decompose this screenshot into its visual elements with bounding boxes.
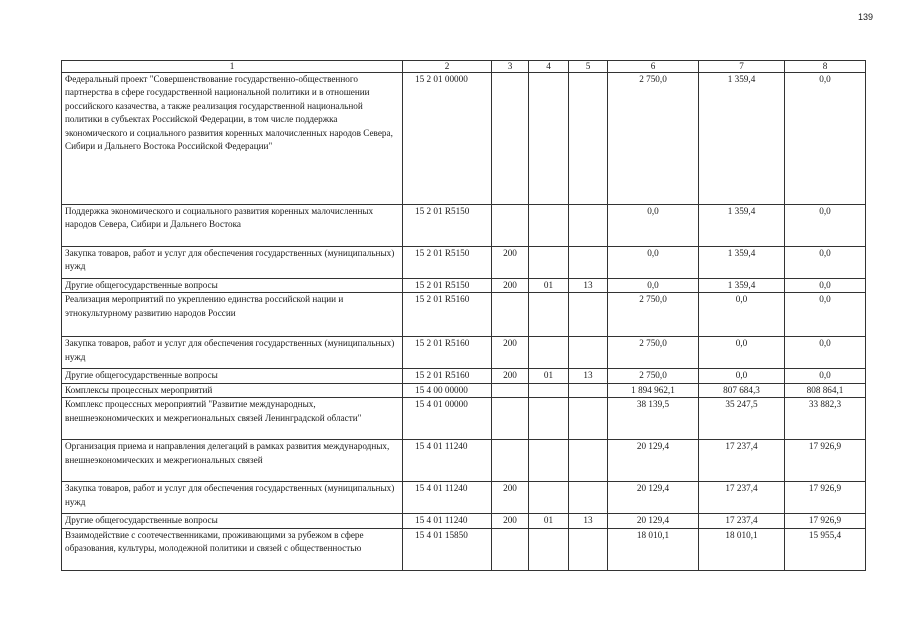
amount-col7-cell: 1 359,4 — [699, 73, 785, 205]
target-article-cell: 15 2 01 R5150 — [403, 279, 492, 293]
table-row — [62, 247, 866, 279]
amount-col8-cell: 0,0 — [785, 205, 866, 247]
amount-col7-cell: 35 247,5 — [699, 398, 785, 440]
expense-type-cell — [492, 398, 529, 440]
table-row — [62, 369, 866, 383]
amount-col8-cell: 17 926,9 — [785, 482, 866, 514]
table-row — [62, 482, 866, 514]
section-cell: 01 — [529, 369, 569, 383]
expense-type-cell — [492, 528, 529, 570]
table-row — [62, 279, 866, 293]
target-article-cell: 15 4 01 00000 — [403, 398, 492, 440]
section-cell — [529, 205, 569, 247]
subsection-cell — [569, 205, 608, 247]
table-body — [62, 73, 866, 571]
expense-type-cell: 200 — [492, 482, 529, 514]
amount-col6-cell: 2 750,0 — [608, 369, 699, 383]
amount-col8-cell: 17 926,9 — [785, 514, 866, 528]
amount-col6-cell: 2 750,0 — [608, 73, 699, 205]
column-header: 7 — [699, 61, 785, 73]
table-row — [62, 383, 866, 397]
expense-type-cell — [492, 383, 529, 397]
table-row — [62, 398, 866, 440]
subsection-cell — [569, 383, 608, 397]
amount-col6-cell: 0,0 — [608, 279, 699, 293]
table-row — [62, 528, 866, 570]
amount-col8-cell: 0,0 — [785, 369, 866, 383]
row-name-cell: Реализация мероприятий по укреплению единства российской нации и этнокультурному развитию народов России — [62, 293, 403, 337]
amount-col7-cell: 0,0 — [699, 369, 785, 383]
table-row — [62, 514, 866, 528]
expense-type-cell: 200 — [492, 279, 529, 293]
amount-col6-cell: 20 129,4 — [608, 440, 699, 482]
column-header: 2 — [403, 61, 492, 73]
expense-type-cell — [492, 440, 529, 482]
target-article-cell: 15 2 01 R5150 — [403, 247, 492, 279]
amount-col8-cell: 0,0 — [785, 337, 866, 369]
section-cell — [529, 247, 569, 279]
column-header: 3 — [492, 61, 529, 73]
amount-col6-cell: 20 129,4 — [608, 514, 699, 528]
amount-col7-cell: 807 684,3 — [699, 383, 785, 397]
budget-table — [61, 60, 866, 571]
amount-col7-cell: 17 237,4 — [699, 482, 785, 514]
subsection-cell: 13 — [569, 279, 608, 293]
amount-col8-cell: 15 955,4 — [785, 528, 866, 570]
expense-type-cell: 200 — [492, 514, 529, 528]
row-name-cell: Поддержка экономического и социального развития коренных малочисленных народов Севера, Сибири и Дальнего Востока — [62, 205, 403, 247]
table-row — [62, 293, 866, 337]
amount-col7-cell: 18 010,1 — [699, 528, 785, 570]
row-name-cell: Организация приема и направления делегаций в рамках развития международных, внешнеэкономических и межрегиональных связей — [62, 440, 403, 482]
amount-col8-cell: 0,0 — [785, 279, 866, 293]
amount-col7-cell: 17 237,4 — [699, 514, 785, 528]
column-header: 1 — [62, 61, 403, 73]
subsection-cell: 13 — [569, 369, 608, 383]
row-name-cell: Закупка товаров, работ и услуг для обеспечения государственных (муниципальных) нужд — [62, 247, 403, 279]
header-row — [62, 61, 866, 73]
amount-col8-cell: 0,0 — [785, 247, 866, 279]
subsection-cell — [569, 337, 608, 369]
subsection-cell — [569, 293, 608, 337]
row-name-cell: Взаимодействие с соотечественниками, проживающими за рубежом в сфере образования, культуры, молодежной политики и связей с общественностью — [62, 528, 403, 570]
table-row — [62, 337, 866, 369]
section-cell — [529, 337, 569, 369]
amount-col6-cell: 2 750,0 — [608, 337, 699, 369]
subsection-cell — [569, 482, 608, 514]
subsection-cell: 13 — [569, 514, 608, 528]
target-article-cell: 15 4 00 00000 — [403, 383, 492, 397]
row-name-cell: Комплекс процессных мероприятий "Развитие международных, внешнеэкономических и межрегиональных связей Ленинградской области" — [62, 398, 403, 440]
amount-col6-cell: 20 129,4 — [608, 482, 699, 514]
amount-col7-cell: 1 359,4 — [699, 279, 785, 293]
column-header: 4 — [529, 61, 569, 73]
target-article-cell: 15 2 01 R5160 — [403, 337, 492, 369]
target-article-cell: 15 4 01 15850 — [403, 528, 492, 570]
subsection-cell — [569, 528, 608, 570]
subsection-cell — [569, 73, 608, 205]
target-article-cell: 15 4 01 11240 — [403, 440, 492, 482]
column-header: 5 — [569, 61, 608, 73]
section-cell: 01 — [529, 279, 569, 293]
amount-col6-cell: 2 750,0 — [608, 293, 699, 337]
row-name-cell: Другие общегосударственные вопросы — [62, 514, 403, 528]
expense-type-cell — [492, 73, 529, 205]
target-article-cell: 15 2 01 R5160 — [403, 293, 492, 337]
row-name-cell: Другие общегосударственные вопросы — [62, 369, 403, 383]
target-article-cell: 15 2 01 R5160 — [403, 369, 492, 383]
row-name-cell: Федеральный проект "Совершенствование государственно-общественного партнерства в сфере государственной национальной политики и в отношении российского казачества, а также реализация государственной национальной политики в субъектах Российской Федерации, в том числе поддержка экономического и социального развития коренных малочисленных народов Севера, Сибири и Дальнего Востока Российской Федерации" — [62, 73, 403, 205]
section-cell — [529, 482, 569, 514]
amount-col6-cell: 38 139,5 — [608, 398, 699, 440]
amount-col6-cell: 18 010,1 — [608, 528, 699, 570]
section-cell: 01 — [529, 514, 569, 528]
amount-col6-cell: 0,0 — [608, 247, 699, 279]
column-header: 6 — [608, 61, 699, 73]
amount-col8-cell: 0,0 — [785, 73, 866, 205]
amount-col7-cell: 0,0 — [699, 337, 785, 369]
row-name-cell: Другие общегосударственные вопросы — [62, 279, 403, 293]
target-article-cell: 15 2 01 R5150 — [403, 205, 492, 247]
amount-col7-cell: 17 237,4 — [699, 440, 785, 482]
row-name-cell: Закупка товаров, работ и услуг для обеспечения государственных (муниципальных) нужд — [62, 482, 403, 514]
row-name-cell: Закупка товаров, работ и услуг для обеспечения государственных (муниципальных) нужд — [62, 337, 403, 369]
target-article-cell: 15 2 01 00000 — [403, 73, 492, 205]
subsection-cell — [569, 440, 608, 482]
row-name-cell: Комплексы процессных мероприятий — [62, 383, 403, 397]
expense-type-cell — [492, 293, 529, 337]
section-cell — [529, 73, 569, 205]
amount-col7-cell: 1 359,4 — [699, 247, 785, 279]
target-article-cell: 15 4 01 11240 — [403, 514, 492, 528]
table-row — [62, 205, 866, 247]
expense-type-cell: 200 — [492, 337, 529, 369]
section-cell — [529, 293, 569, 337]
target-article-cell: 15 4 01 11240 — [403, 482, 492, 514]
subsection-cell — [569, 247, 608, 279]
section-cell — [529, 398, 569, 440]
amount-col8-cell: 808 864,1 — [785, 383, 866, 397]
page-number: 139 — [858, 12, 874, 22]
expense-type-cell: 200 — [492, 369, 529, 383]
amount-col8-cell: 17 926,9 — [785, 440, 866, 482]
amount-col6-cell: 0,0 — [608, 205, 699, 247]
expense-type-cell: 200 — [492, 247, 529, 279]
amount-col7-cell: 0,0 — [699, 293, 785, 337]
amount-col6-cell: 1 894 962,1 — [608, 383, 699, 397]
section-cell — [529, 528, 569, 570]
expense-type-cell — [492, 205, 529, 247]
column-header: 8 — [785, 61, 866, 73]
table-row — [62, 73, 866, 205]
section-cell — [529, 440, 569, 482]
subsection-cell — [569, 398, 608, 440]
amount-col8-cell: 33 882,3 — [785, 398, 866, 440]
table-row — [62, 440, 866, 482]
amount-col8-cell: 0,0 — [785, 293, 866, 337]
section-cell — [529, 383, 569, 397]
amount-col7-cell: 1 359,4 — [699, 205, 785, 247]
